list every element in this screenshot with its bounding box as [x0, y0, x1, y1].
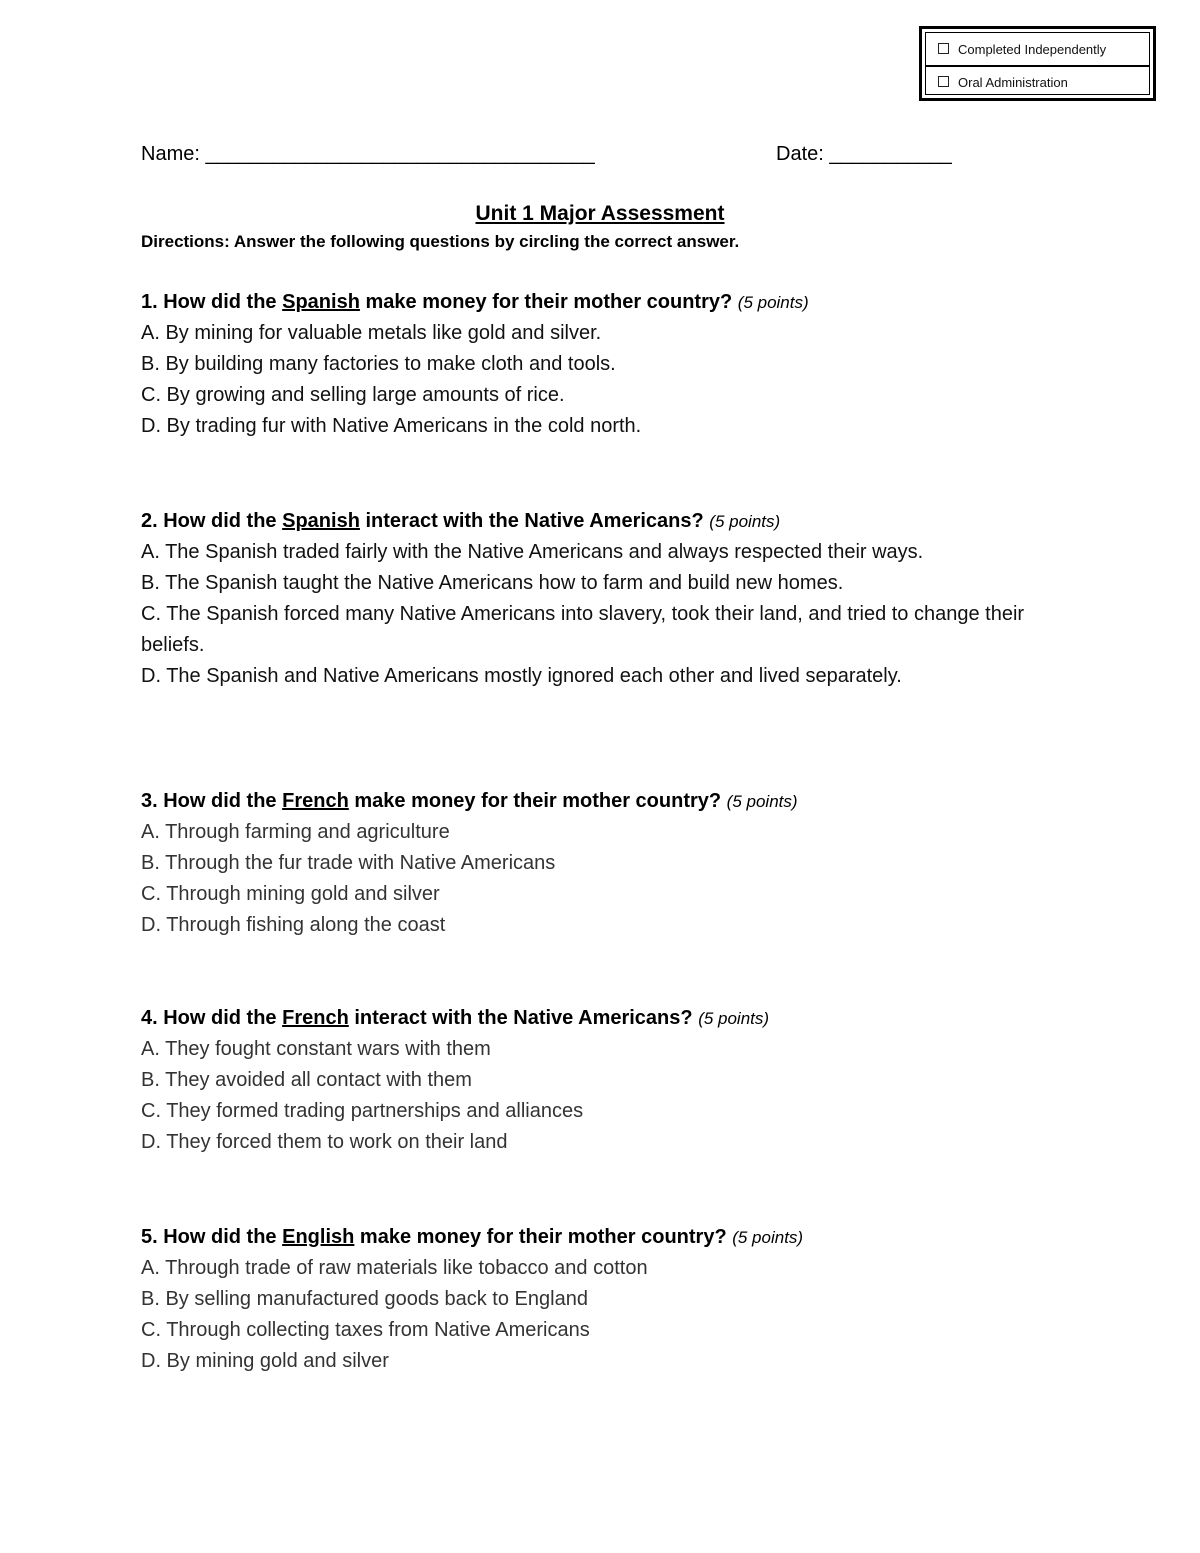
option-d[interactable]: D. They forced them to work on their land: [141, 1131, 508, 1153]
question-text: make money for their mother country?: [348, 790, 722, 812]
question-number-text: 3. How did the: [141, 790, 283, 812]
option-d[interactable]: D. By trading fur with Native Americans in the cold north.: [141, 415, 642, 437]
question-subject: Spanish: [282, 510, 360, 532]
administration-box-inner: [925, 32, 1150, 95]
question-stem: [141, 506, 1061, 537]
option-b[interactable]: B. Through the fur trade with Native Americans: [141, 852, 556, 874]
option-d[interactable]: D. Through fishing along the coast: [141, 914, 446, 936]
option-a[interactable]: A. By mining for valuable metals like gold and silver.: [141, 322, 602, 344]
question-5: [141, 1222, 1061, 1377]
option-b[interactable]: B. By building many factories to make cloth and tools.: [141, 353, 616, 375]
oral-administration-row[interactable]: [926, 65, 1149, 97]
question-3: [141, 786, 1061, 941]
oral-administration-label: Oral Administration: [958, 74, 1068, 90]
question-stem: [141, 786, 1061, 817]
question-number-text: 4. How did the: [141, 1007, 283, 1029]
question-stem: [141, 1003, 1061, 1034]
question-subject: French: [282, 1007, 349, 1029]
option-a[interactable]: A. Through farming and agriculture: [141, 821, 450, 843]
completed-independently-row[interactable]: [926, 33, 1149, 65]
question-text: interact with the Native Americans?: [359, 510, 704, 532]
question-points: (5 points): [726, 792, 798, 811]
question-subject: English: [282, 1226, 355, 1248]
option-c[interactable]: C. The Spanish forced many Native Americans into slavery, took their land, and tried to change their beliefs.: [141, 603, 1025, 656]
question-subject: French: [282, 790, 349, 812]
completed-independently-checkbox[interactable]: [938, 43, 949, 54]
completed-independently-label: Completed Independently: [958, 41, 1107, 57]
question-points: (5 points): [732, 1228, 804, 1247]
question-number-text: 2. How did the: [141, 510, 283, 532]
question-subject: Spanish: [282, 291, 360, 313]
option-a[interactable]: A. The Spanish traded fairly with the Native Americans and always respected their ways.: [141, 541, 924, 563]
question-2: [141, 506, 1061, 692]
option-d[interactable]: D. The Spanish and Native Americans mostly ignored each other and lived separately.: [141, 665, 902, 687]
option-c[interactable]: C. Through mining gold and silver: [141, 883, 440, 905]
question-1: [141, 287, 1061, 442]
oral-administration-checkbox[interactable]: [938, 76, 949, 87]
question-4: [141, 1003, 1061, 1158]
option-c[interactable]: C. They formed trading partnerships and alliances: [141, 1100, 584, 1122]
question-points: (5 points): [698, 1009, 770, 1028]
question-text: interact with the Native Americans?: [348, 1007, 693, 1029]
question-stem: [141, 1222, 1061, 1253]
option-b[interactable]: B. By selling manufactured goods back to England: [141, 1288, 588, 1310]
option-b[interactable]: B. They avoided all contact with them: [141, 1069, 472, 1091]
question-points: (5 points): [737, 293, 809, 312]
option-a[interactable]: A. They fought constant wars with them: [141, 1038, 491, 1060]
option-c[interactable]: C. By growing and selling large amounts of rice.: [141, 384, 565, 406]
question-number-text: 1. How did the: [141, 291, 283, 313]
question-number-text: 5. How did the: [141, 1226, 283, 1248]
question-text: make money for their mother country?: [359, 291, 733, 313]
page-title: Unit 1 Major Assessment: [475, 202, 725, 225]
option-c[interactable]: C. Through collecting taxes from Native Americans: [141, 1319, 590, 1341]
name-blank[interactable]: ___________________________________: [205, 143, 595, 165]
date-label: Date:: [776, 143, 824, 165]
question-text: make money for their mother country?: [354, 1226, 727, 1248]
option-a[interactable]: A. Through trade of raw materials like tobacco and cotton: [141, 1257, 648, 1279]
question-points: (5 points): [709, 512, 781, 531]
date-line[interactable]: [776, 143, 952, 166]
directions: Directions: Answer the following questions by circling the correct answer.: [141, 232, 740, 251]
name-line[interactable]: [141, 143, 595, 166]
option-d[interactable]: D. By mining gold and silver: [141, 1350, 389, 1372]
administration-box: [919, 26, 1156, 101]
date-blank[interactable]: ___________: [829, 143, 952, 165]
option-b[interactable]: B. The Spanish taught the Native Americans how to farm and build new homes.: [141, 572, 844, 594]
name-label: Name:: [141, 143, 200, 165]
question-stem: [141, 287, 1061, 318]
